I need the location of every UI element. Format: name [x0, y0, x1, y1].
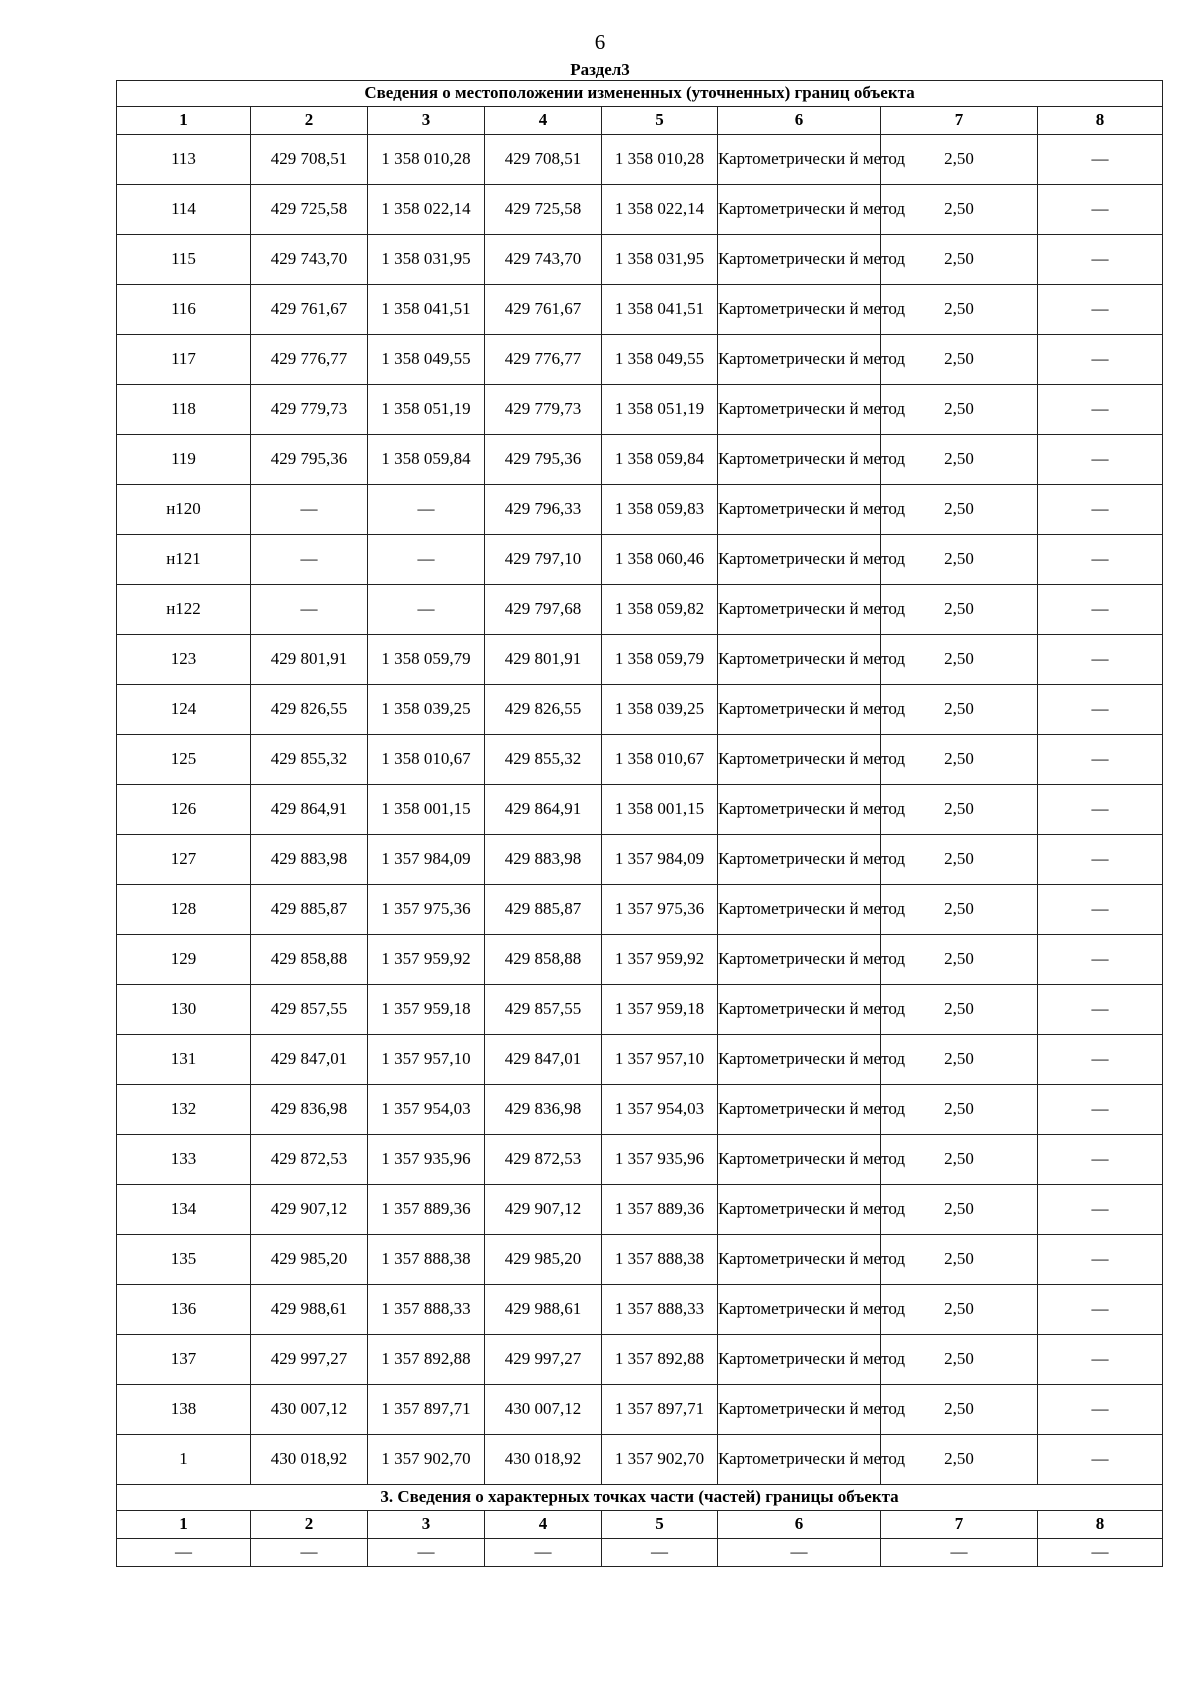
- y-old-cell: 1 358 059,84: [368, 435, 485, 485]
- x-new-cell: 429 872,53: [485, 1135, 602, 1185]
- table-row: [117, 1385, 1163, 1435]
- parts-section-title: 3. Сведения о характерных точках части (частей) границы объекта: [117, 1485, 1163, 1511]
- accuracy-cell: 2,50: [881, 435, 1038, 485]
- table-row: [117, 1285, 1163, 1335]
- description-cell: —: [1038, 1285, 1163, 1335]
- column-header: 1: [117, 1511, 251, 1539]
- accuracy-cell: 2,50: [881, 535, 1038, 585]
- column-header: 4: [485, 107, 602, 135]
- x-old-cell: 429 864,91: [251, 785, 368, 835]
- point-number-cell: 125: [117, 735, 251, 785]
- accuracy-cell: 2,50: [881, 1235, 1038, 1285]
- accuracy-cell: 2,50: [881, 685, 1038, 735]
- description-cell: —: [1038, 735, 1163, 785]
- description-cell: —: [1038, 485, 1163, 535]
- parts-column-header-row: [117, 1511, 1163, 1539]
- y-new-cell: 1 358 010,28: [602, 135, 718, 185]
- point-number-cell: 114: [117, 185, 251, 235]
- method-cell: Картометрически й метод: [718, 385, 881, 435]
- method-cell: Картометрически й метод: [718, 1335, 881, 1385]
- x-old-cell: 429 872,53: [251, 1135, 368, 1185]
- x-new-cell: 429 797,68: [485, 585, 602, 635]
- point-number-cell: 127: [117, 835, 251, 885]
- x-old-cell: 429 847,01: [251, 1035, 368, 1085]
- y-old-cell: 1 358 049,55: [368, 335, 485, 385]
- y-old-cell: 1 357 888,33: [368, 1285, 485, 1335]
- x-new-cell: 429 797,10: [485, 535, 602, 585]
- y-new-cell: 1 357 902,70: [602, 1435, 718, 1485]
- column-header: 2: [251, 107, 368, 135]
- accuracy-cell: 2,50: [881, 1085, 1038, 1135]
- table-row: [117, 1235, 1163, 1285]
- empty-cell: —: [368, 1539, 485, 1567]
- y-new-cell: 1 357 954,03: [602, 1085, 718, 1135]
- table-row: [117, 635, 1163, 685]
- table-row: [117, 1435, 1163, 1485]
- description-cell: —: [1038, 835, 1163, 885]
- description-cell: —: [1038, 885, 1163, 935]
- y-new-cell: 1 358 060,46: [602, 535, 718, 585]
- table-row: [117, 435, 1163, 485]
- table-row: [117, 485, 1163, 535]
- empty-cell: —: [718, 1539, 881, 1567]
- description-cell: —: [1038, 1085, 1163, 1135]
- point-number-cell: н121: [117, 535, 251, 585]
- method-cell: Картометрически й метод: [718, 885, 881, 935]
- description-cell: —: [1038, 935, 1163, 985]
- accuracy-cell: 2,50: [881, 835, 1038, 885]
- x-old-cell: 429 836,98: [251, 1085, 368, 1135]
- description-cell: —: [1038, 1385, 1163, 1435]
- x-old-cell: 429 779,73: [251, 385, 368, 435]
- point-number-cell: 129: [117, 935, 251, 985]
- description-cell: —: [1038, 235, 1163, 285]
- x-old-cell: 429 743,70: [251, 235, 368, 285]
- empty-cell: —: [485, 1539, 602, 1567]
- empty-cell: —: [117, 1539, 251, 1567]
- table-row: [117, 785, 1163, 835]
- x-old-cell: 429 988,61: [251, 1285, 368, 1335]
- point-number-cell: н120: [117, 485, 251, 535]
- x-old-cell: 429 776,77: [251, 335, 368, 385]
- x-new-cell: 429 779,73: [485, 385, 602, 435]
- column-header: 4: [485, 1511, 602, 1539]
- x-new-cell: 429 883,98: [485, 835, 602, 885]
- x-new-cell: 429 855,32: [485, 735, 602, 785]
- point-number-cell: 123: [117, 635, 251, 685]
- column-header: 7: [881, 1511, 1038, 1539]
- x-new-cell: 429 796,33: [485, 485, 602, 535]
- description-cell: —: [1038, 535, 1163, 585]
- column-header: 3: [368, 1511, 485, 1539]
- description-cell: —: [1038, 1185, 1163, 1235]
- y-old-cell: 1 357 975,36: [368, 885, 485, 935]
- y-old-cell: 1 357 892,88: [368, 1335, 485, 1385]
- table-row: [117, 1335, 1163, 1385]
- x-old-cell: 429 708,51: [251, 135, 368, 185]
- table-row: [117, 935, 1163, 985]
- point-number-cell: 134: [117, 1185, 251, 1235]
- table-row: [117, 185, 1163, 235]
- method-cell: Картометрически й метод: [718, 1385, 881, 1435]
- point-number-cell: 116: [117, 285, 251, 335]
- point-number-cell: 128: [117, 885, 251, 935]
- method-cell: Картометрически й метод: [718, 1135, 881, 1185]
- y-new-cell: 1 357 959,92: [602, 935, 718, 985]
- empty-cell: —: [881, 1539, 1038, 1567]
- column-header: 1: [117, 107, 251, 135]
- point-number-cell: 115: [117, 235, 251, 285]
- x-new-cell: 429 988,61: [485, 1285, 602, 1335]
- table-title: Сведения о местоположении измененных (уточненных) границ объекта: [117, 81, 1163, 107]
- x-old-cell: —: [251, 585, 368, 635]
- method-cell: Картометрически й метод: [718, 1435, 881, 1485]
- x-old-cell: 429 826,55: [251, 685, 368, 735]
- method-cell: Картометрически й метод: [718, 585, 881, 635]
- y-old-cell: 1 357 889,36: [368, 1185, 485, 1235]
- point-number-cell: 131: [117, 1035, 251, 1085]
- point-number-cell: 126: [117, 785, 251, 835]
- column-header-row: [117, 107, 1163, 135]
- x-old-cell: 429 883,98: [251, 835, 368, 885]
- y-new-cell: 1 358 022,14: [602, 185, 718, 235]
- y-old-cell: 1 358 051,19: [368, 385, 485, 435]
- x-old-cell: 429 857,55: [251, 985, 368, 1035]
- column-header: 6: [718, 1511, 881, 1539]
- description-cell: —: [1038, 1035, 1163, 1085]
- x-new-cell: 429 857,55: [485, 985, 602, 1035]
- x-old-cell: 429 795,36: [251, 435, 368, 485]
- description-cell: —: [1038, 1135, 1163, 1185]
- accuracy-cell: 2,50: [881, 735, 1038, 785]
- accuracy-cell: 2,50: [881, 285, 1038, 335]
- x-old-cell: 429 858,88: [251, 935, 368, 985]
- y-new-cell: 1 357 897,71: [602, 1385, 718, 1435]
- column-header: 8: [1038, 1511, 1163, 1539]
- x-old-cell: 429 801,91: [251, 635, 368, 685]
- accuracy-cell: 2,50: [881, 1435, 1038, 1485]
- x-old-cell: 429 761,67: [251, 285, 368, 335]
- table-row: [117, 535, 1163, 585]
- description-cell: —: [1038, 1235, 1163, 1285]
- table-row: [117, 1035, 1163, 1085]
- y-new-cell: 1 357 984,09: [602, 835, 718, 885]
- x-old-cell: —: [251, 535, 368, 585]
- accuracy-cell: 2,50: [881, 385, 1038, 435]
- x-new-cell: 429 985,20: [485, 1235, 602, 1285]
- method-cell: Картометрически й метод: [718, 985, 881, 1035]
- boundary-points-table: [116, 80, 1163, 1567]
- y-old-cell: 1 357 957,10: [368, 1035, 485, 1085]
- y-new-cell: 1 357 888,38: [602, 1235, 718, 1285]
- accuracy-cell: 2,50: [881, 935, 1038, 985]
- point-number-cell: 135: [117, 1235, 251, 1285]
- method-cell: Картометрически й метод: [718, 1085, 881, 1135]
- method-cell: Картометрически й метод: [718, 735, 881, 785]
- method-cell: Картометрически й метод: [718, 1235, 881, 1285]
- column-header: 3: [368, 107, 485, 135]
- x-new-cell: 429 847,01: [485, 1035, 602, 1085]
- page-number: 6: [594, 30, 606, 54]
- method-cell: Картометрически й метод: [718, 235, 881, 285]
- method-cell: Картометрически й метод: [718, 685, 881, 735]
- method-cell: Картометрически й метод: [718, 785, 881, 835]
- accuracy-cell: 2,50: [881, 785, 1038, 835]
- description-cell: —: [1038, 985, 1163, 1035]
- y-old-cell: 1 358 001,15: [368, 785, 485, 835]
- y-new-cell: 1 358 059,83: [602, 485, 718, 535]
- parts-empty-row: [117, 1539, 1163, 1567]
- x-old-cell: 429 997,27: [251, 1335, 368, 1385]
- method-cell: Картометрически й метод: [718, 335, 881, 385]
- x-old-cell: 430 018,92: [251, 1435, 368, 1485]
- table-row: [117, 885, 1163, 935]
- x-old-cell: 429 855,32: [251, 735, 368, 785]
- method-cell: Картометрически й метод: [718, 635, 881, 685]
- x-new-cell: 429 826,55: [485, 685, 602, 735]
- accuracy-cell: 2,50: [881, 235, 1038, 285]
- accuracy-cell: 2,50: [881, 485, 1038, 535]
- y-old-cell: 1 357 897,71: [368, 1385, 485, 1435]
- y-new-cell: 1 358 059,84: [602, 435, 718, 485]
- x-new-cell: 429 776,77: [485, 335, 602, 385]
- x-new-cell: 430 007,12: [485, 1385, 602, 1435]
- y-old-cell: 1 358 010,28: [368, 135, 485, 185]
- x-old-cell: 430 007,12: [251, 1385, 368, 1435]
- table-row: [117, 735, 1163, 785]
- accuracy-cell: 2,50: [881, 1385, 1038, 1435]
- method-cell: Картометрически й метод: [718, 935, 881, 985]
- x-new-cell: 429 761,67: [485, 285, 602, 335]
- y-old-cell: 1 357 888,38: [368, 1235, 485, 1285]
- y-new-cell: 1 357 888,33: [602, 1285, 718, 1335]
- table-row: [117, 235, 1163, 285]
- empty-cell: —: [1038, 1539, 1163, 1567]
- point-number-cell: 132: [117, 1085, 251, 1135]
- x-new-cell: 429 836,98: [485, 1085, 602, 1135]
- column-header: 6: [718, 107, 881, 135]
- point-number-cell: 119: [117, 435, 251, 485]
- y-old-cell: 1 357 959,92: [368, 935, 485, 985]
- y-old-cell: 1 357 959,18: [368, 985, 485, 1035]
- accuracy-cell: 2,50: [881, 1135, 1038, 1185]
- description-cell: —: [1038, 785, 1163, 835]
- description-cell: —: [1038, 335, 1163, 385]
- method-cell: Картометрически й метод: [718, 1285, 881, 1335]
- table-row: [117, 985, 1163, 1035]
- accuracy-cell: 2,50: [881, 985, 1038, 1035]
- y-new-cell: 1 357 889,36: [602, 1185, 718, 1235]
- parts-section-title-row: [117, 1485, 1163, 1511]
- y-new-cell: 1 358 049,55: [602, 335, 718, 385]
- y-old-cell: 1 357 935,96: [368, 1135, 485, 1185]
- description-cell: —: [1038, 135, 1163, 185]
- accuracy-cell: 2,50: [881, 635, 1038, 685]
- y-old-cell: 1 358 022,14: [368, 185, 485, 235]
- accuracy-cell: 2,50: [881, 1285, 1038, 1335]
- x-old-cell: 429 985,20: [251, 1235, 368, 1285]
- column-header: 8: [1038, 107, 1163, 135]
- x-old-cell: —: [251, 485, 368, 535]
- x-new-cell: 429 885,87: [485, 885, 602, 935]
- x-new-cell: 429 997,27: [485, 1335, 602, 1385]
- x-old-cell: 429 885,87: [251, 885, 368, 935]
- y-new-cell: 1 358 041,51: [602, 285, 718, 335]
- point-number-cell: 1: [117, 1435, 251, 1485]
- description-cell: —: [1038, 635, 1163, 685]
- y-old-cell: 1 358 039,25: [368, 685, 485, 735]
- table-row: [117, 335, 1163, 385]
- table-row: [117, 385, 1163, 435]
- y-new-cell: 1 357 975,36: [602, 885, 718, 935]
- table-row: [117, 135, 1163, 185]
- y-new-cell: 1 358 059,82: [602, 585, 718, 635]
- column-header: 5: [602, 107, 718, 135]
- y-new-cell: 1 358 001,15: [602, 785, 718, 835]
- table-row: [117, 685, 1163, 735]
- empty-cell: —: [251, 1539, 368, 1567]
- point-number-cell: 113: [117, 135, 251, 185]
- accuracy-cell: 2,50: [881, 335, 1038, 385]
- table-row: [117, 1135, 1163, 1185]
- method-cell: Картометрически й метод: [718, 285, 881, 335]
- point-number-cell: 137: [117, 1335, 251, 1385]
- description-cell: —: [1038, 185, 1163, 235]
- accuracy-cell: 2,50: [881, 135, 1038, 185]
- x-new-cell: 429 907,12: [485, 1185, 602, 1235]
- x-new-cell: 429 801,91: [485, 635, 602, 685]
- y-old-cell: 1 357 984,09: [368, 835, 485, 885]
- description-cell: —: [1038, 385, 1163, 435]
- method-cell: Картометрически й метод: [718, 1185, 881, 1235]
- x-old-cell: 429 907,12: [251, 1185, 368, 1235]
- accuracy-cell: 2,50: [881, 1335, 1038, 1385]
- y-old-cell: —: [368, 585, 485, 635]
- description-cell: —: [1038, 585, 1163, 635]
- method-cell: Картометрически й метод: [718, 135, 881, 185]
- x-new-cell: 429 725,58: [485, 185, 602, 235]
- accuracy-cell: 2,50: [881, 185, 1038, 235]
- point-number-cell: 117: [117, 335, 251, 385]
- method-cell: Картометрически й метод: [718, 1035, 881, 1085]
- y-old-cell: 1 358 010,67: [368, 735, 485, 785]
- y-new-cell: 1 358 031,95: [602, 235, 718, 285]
- y-new-cell: 1 358 059,79: [602, 635, 718, 685]
- y-old-cell: 1 358 031,95: [368, 235, 485, 285]
- method-cell: Картометрически й метод: [718, 835, 881, 885]
- table-row: [117, 285, 1163, 335]
- accuracy-cell: 2,50: [881, 585, 1038, 635]
- method-cell: Картометрически й метод: [718, 535, 881, 585]
- method-cell: Картометрически й метод: [718, 435, 881, 485]
- description-cell: —: [1038, 685, 1163, 735]
- description-cell: —: [1038, 285, 1163, 335]
- y-new-cell: 1 357 892,88: [602, 1335, 718, 1385]
- empty-cell: —: [602, 1539, 718, 1567]
- table-row: [117, 835, 1163, 885]
- point-number-cell: 133: [117, 1135, 251, 1185]
- x-new-cell: 429 795,36: [485, 435, 602, 485]
- x-new-cell: 430 018,92: [485, 1435, 602, 1485]
- point-number-cell: 118: [117, 385, 251, 435]
- table-row: [117, 1085, 1163, 1135]
- y-new-cell: 1 358 051,19: [602, 385, 718, 435]
- method-cell: Картометрически й метод: [718, 185, 881, 235]
- column-header: 2: [251, 1511, 368, 1539]
- y-old-cell: 1 357 954,03: [368, 1085, 485, 1135]
- accuracy-cell: 2,50: [881, 885, 1038, 935]
- column-header: 7: [881, 107, 1038, 135]
- y-old-cell: —: [368, 535, 485, 585]
- point-number-cell: 138: [117, 1385, 251, 1435]
- section-label: Раздел3: [570, 60, 630, 79]
- point-number-cell: 136: [117, 1285, 251, 1335]
- accuracy-cell: 2,50: [881, 1035, 1038, 1085]
- y-new-cell: 1 358 039,25: [602, 685, 718, 735]
- y-new-cell: 1 357 959,18: [602, 985, 718, 1035]
- accuracy-cell: 2,50: [881, 1185, 1038, 1235]
- y-old-cell: 1 358 059,79: [368, 635, 485, 685]
- y-old-cell: —: [368, 485, 485, 535]
- method-cell: Картометрически й метод: [718, 485, 881, 535]
- y-new-cell: 1 357 957,10: [602, 1035, 718, 1085]
- table-row: [117, 585, 1163, 635]
- x-new-cell: 429 864,91: [485, 785, 602, 835]
- x-new-cell: 429 743,70: [485, 235, 602, 285]
- x-new-cell: 429 708,51: [485, 135, 602, 185]
- table-row: [117, 1185, 1163, 1235]
- y-old-cell: 1 358 041,51: [368, 285, 485, 335]
- y-new-cell: 1 358 010,67: [602, 735, 718, 785]
- x-old-cell: 429 725,58: [251, 185, 368, 235]
- x-new-cell: 429 858,88: [485, 935, 602, 985]
- column-header: 5: [602, 1511, 718, 1539]
- description-cell: —: [1038, 435, 1163, 485]
- y-new-cell: 1 357 935,96: [602, 1135, 718, 1185]
- description-cell: —: [1038, 1435, 1163, 1485]
- point-number-cell: 124: [117, 685, 251, 735]
- point-number-cell: 130: [117, 985, 251, 1035]
- table-title-row: [117, 81, 1163, 107]
- point-number-cell: н122: [117, 585, 251, 635]
- description-cell: —: [1038, 1335, 1163, 1385]
- y-old-cell: 1 357 902,70: [368, 1435, 485, 1485]
